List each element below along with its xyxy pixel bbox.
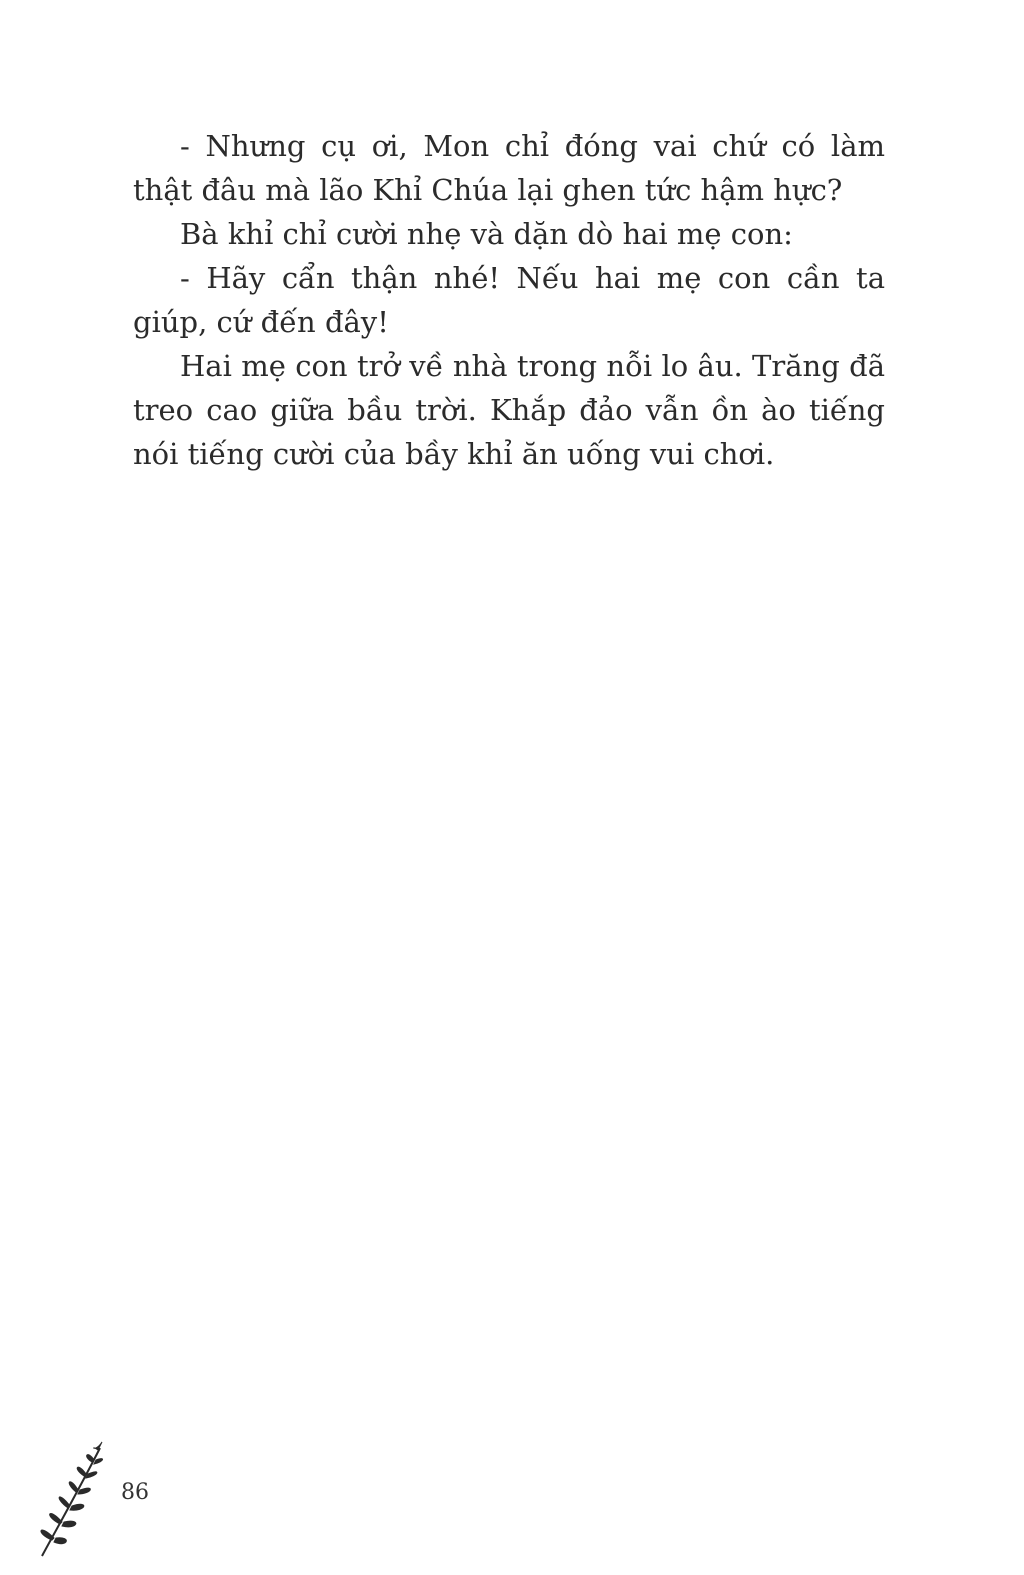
paragraph: - Nhưng cụ ơi, Mon chỉ đóng vai chứ có làm thật đâu mà lão Khỉ Chúa lại ghen tức hậm hực? <box>133 129 885 207</box>
body-text <box>133 124 885 476</box>
page-number: 86 <box>121 1480 149 1505</box>
paragraph: Hai mẹ con trở về nhà trong nỗi lo âu. Trăng đã treo cao giữa bầu trời. Khắp đảo vẫn ồn ào tiếng nói tiếng cười của bầy khỉ ăn uống vui chơi. <box>133 349 885 471</box>
paragraph: Bà khỉ chỉ cười nhẹ và dặn dò hai mẹ con: <box>180 217 793 251</box>
leaf-branch-icon <box>28 1440 110 1560</box>
paragraph: - Hãy cẩn thận nhé! Nếu hai mẹ con cần ta giúp, cứ đến đây! <box>133 261 885 339</box>
